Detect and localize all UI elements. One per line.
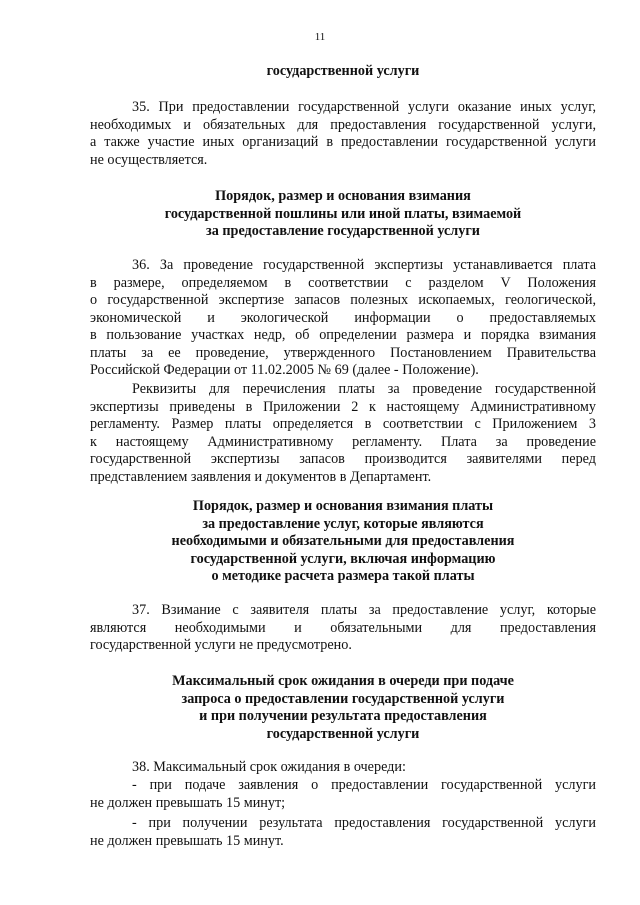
heading-line: государственной услуги xyxy=(266,725,420,742)
section-heading xyxy=(90,673,596,743)
page-number: 11 xyxy=(314,31,326,43)
heading-line: государственной пошлины или иной платы, взимаемой xyxy=(164,205,522,222)
text-line: государственной экспертизы запасов производится заявителями перед xyxy=(90,451,596,467)
text-line: 36. За проведение государственной экспертизы устанавливается плата xyxy=(132,257,596,273)
text-line: платы за ее проведение, утвержденного Постановлением Правительства xyxy=(90,344,596,361)
text-line: - при подаче заявления о предоставлении государственной услуги xyxy=(132,777,596,793)
text-line: - при получении результата предоставления государственной услуги xyxy=(132,815,596,831)
paragraph xyxy=(90,381,596,486)
text-line: Реквизиты для перечисления платы за проведение государственной xyxy=(132,381,596,397)
text-line: не осуществляется. xyxy=(90,151,208,168)
heading-line: запроса о предоставлении государственной услуги xyxy=(181,690,505,707)
text-line: экономической и экологической информации о предоставляемых xyxy=(90,309,596,326)
text-line: не должен превышать 15 минут; xyxy=(90,794,286,811)
heading-line: о методике расчета размера такой платы xyxy=(211,568,475,584)
text-line: являются необходимыми и обязательными для предоставления xyxy=(90,619,596,636)
heading-line: за предоставление государственной услуги xyxy=(206,223,480,239)
text-line: 38. Максимальный срок ожидания в очереди: xyxy=(132,759,406,775)
text-line: о государственной экспертизе запасов полезных ископаемых, геологической, xyxy=(90,292,596,308)
section-heading xyxy=(90,498,596,586)
text-line: Российской Федерации от 11.02.2005 № 69 (далее - Положение). xyxy=(90,362,479,378)
section-heading xyxy=(90,188,596,241)
heading-line: за предоставление услуг, которые являются xyxy=(202,515,484,532)
paragraph xyxy=(90,602,596,655)
paragraph xyxy=(90,257,596,380)
paragraph xyxy=(90,777,596,812)
heading-line: государственной услуги, включая информацию xyxy=(190,550,496,567)
text-line: в пользование участках недр, об определении размера и порядка взимания xyxy=(90,327,596,343)
text-line: регламенту. Размер платы определяется в соответствии с Приложением 3 xyxy=(90,416,596,432)
text-line: государственной услуги не предусмотрено. xyxy=(90,637,352,653)
heading-line: Порядок, размер и основания взимания xyxy=(215,188,471,204)
heading-line: государственной услуги xyxy=(266,63,420,79)
heading-line: Максимальный срок ожидания в очереди при подаче xyxy=(172,673,514,689)
text-line: представлением заявления и документов в Департамент. xyxy=(90,468,432,485)
text-line: к настоящему Административному регламенту. Плата за проведение xyxy=(90,433,596,450)
text-line: в размере, определяемом в соответствии с разделом V Положения xyxy=(90,274,596,291)
paragraph xyxy=(90,99,596,169)
text-line: экспертизы приведены в Приложении 2 к настоящему Административному xyxy=(90,398,596,415)
text-line: не должен превышать 15 минут. xyxy=(90,832,284,849)
text-line: необходимых и обязательных для предоставления государственной услуги, xyxy=(90,116,596,133)
heading-line: и при получении результата предоставления xyxy=(199,708,487,724)
text-line: 37. Взимание с заявителя платы за предоставление услуг, которые xyxy=(132,602,596,618)
heading-line: Порядок, размер и основания взимания платы xyxy=(192,498,494,514)
text-line: а также участие иных организаций в предоставлении государственной услуги xyxy=(90,134,596,150)
section-heading xyxy=(90,63,596,81)
heading-line: необходимыми и обязательными для предоставления xyxy=(171,533,515,549)
paragraph xyxy=(90,815,596,850)
text-line: 35. При предоставлении государственной услуги оказание иных услуг, xyxy=(132,99,596,115)
paragraph xyxy=(90,759,596,777)
